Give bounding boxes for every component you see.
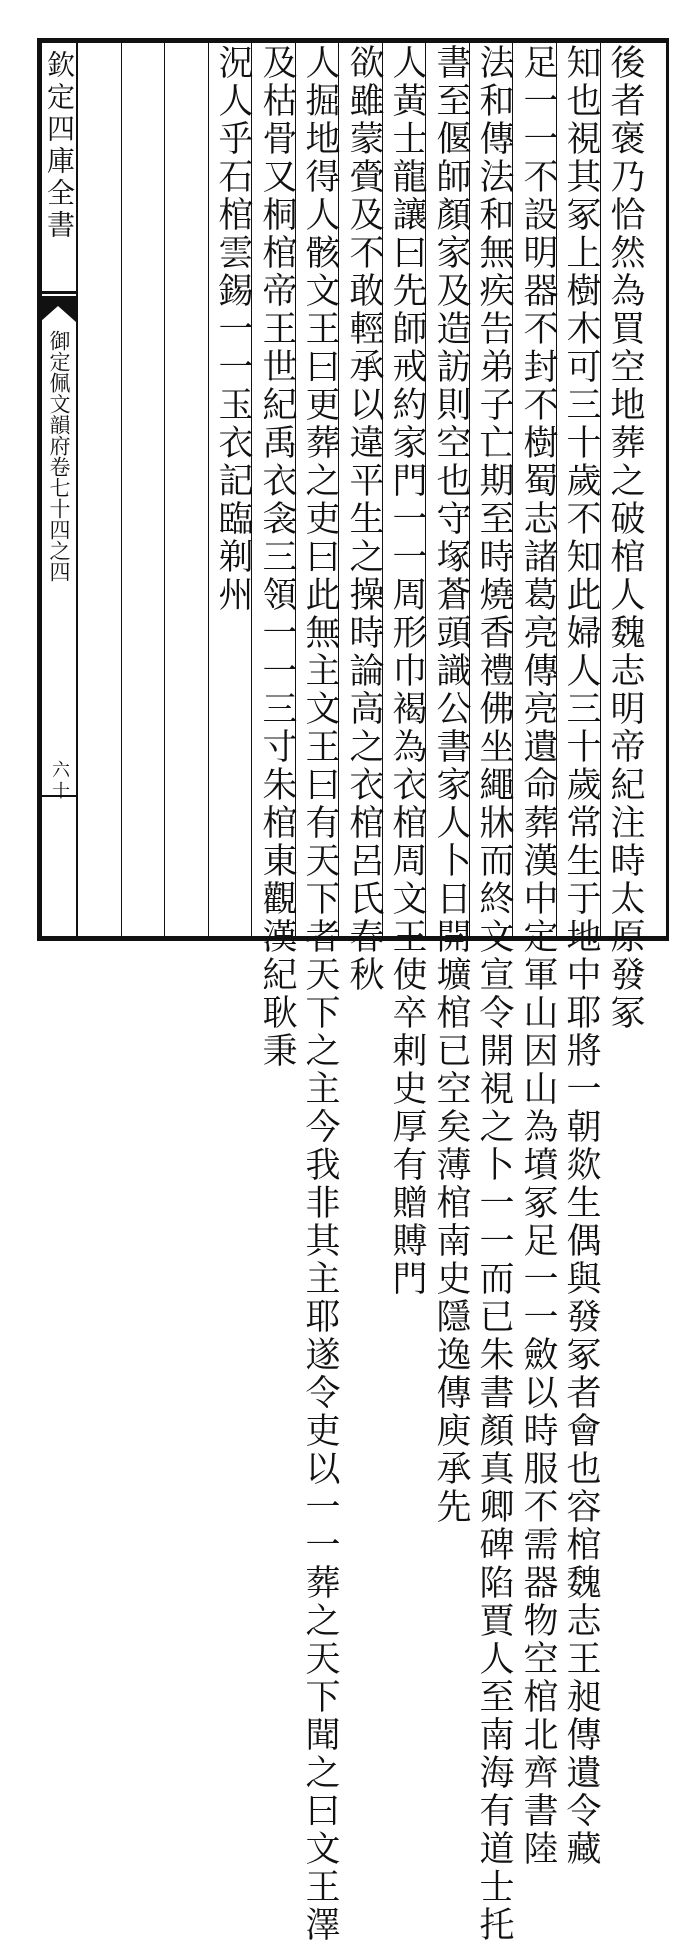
text-column-3 [516,44,560,1868]
column-text: 法和傳法和無疾告弟子亡期至時燒香禮佛坐繩牀而終文宣令開視之卜一一而已朱書顏真卿碑陷賈人至南海有道士托 [474,44,514,1944]
margin-page-number [43,760,75,802]
fish-tail-mark-icon [40,296,76,322]
text-column-8 [298,44,342,1944]
column-text: 後者褒乃恰然為買空地葬之破棺人魏志明帝紀注時太原發冢 [605,44,645,1032]
margin-divider-rule [76,38,78,941]
frame-right-rule [666,38,669,941]
margin-section-title [43,330,75,582]
text-column-6 [385,44,429,1298]
text-column-7 [342,44,386,994]
text-column-5 [429,44,473,1526]
text-column-4 [472,44,516,1944]
margin-book-title-text: 欽定四庫全書 [43,50,76,242]
text-column-9 [255,44,299,1070]
text-column-2 [559,44,603,1868]
column-text: 書至偃師顏家及造訪則空也守塚蒼頭識公書家人卜日開壙棺已空矣薄棺南史隱逸傳庾承先 [431,44,471,1526]
column-rule [121,43,122,936]
frame-left-rule [37,38,42,941]
column-text: 足一一不設明器不封不樹蜀志諸葛亮傳亮遺命葬漢中定軍山因山為墳冢足一一斂以時服不需器物空棺北齊書陸 [518,44,558,1868]
column-text: 及枯骨又桐棺帝王世紀禹衣衾三領一一三寸朱棺東觀漢紀耿秉 [257,44,297,1070]
frame-top-rule [37,38,669,43]
margin-book-title [43,50,75,286]
column-text: 人黃士龍讓曰先師戒約家門一一周形巾褐為衣棺周文王使卒剌史厚有贈賻門 [387,44,427,1298]
text-column-1 [603,44,647,1032]
text-column-10 [211,44,255,936]
column-text: 知也視其冢上樹木可三十歲不知此婦人三十歲常生于地中耶將一朝欻生偶與發冢者會也容棺魏志王昶傳遺令藏 [561,44,601,1868]
column-rule [208,43,209,936]
margin-section-text: 御定佩文韻府卷七十四之四 [47,330,71,582]
page-number-text: 六十 [49,760,70,802]
column-text: 欲雖蒙賫及不敢輕承以違平生之操時論高之衣棺呂氏春秋 [344,44,384,994]
column-text: 況人乎石棺雲錫一一玉衣記臨剃州 [213,44,253,614]
column-rule [164,43,165,936]
column-text: 人掘地得人骸文王曰更葬之吏曰此無主文王曰有天下者天下之主今我非其主耶遂令吏以一一葬之天下聞之曰文王澤 [300,44,340,1944]
margin-top-rule [37,291,77,294]
